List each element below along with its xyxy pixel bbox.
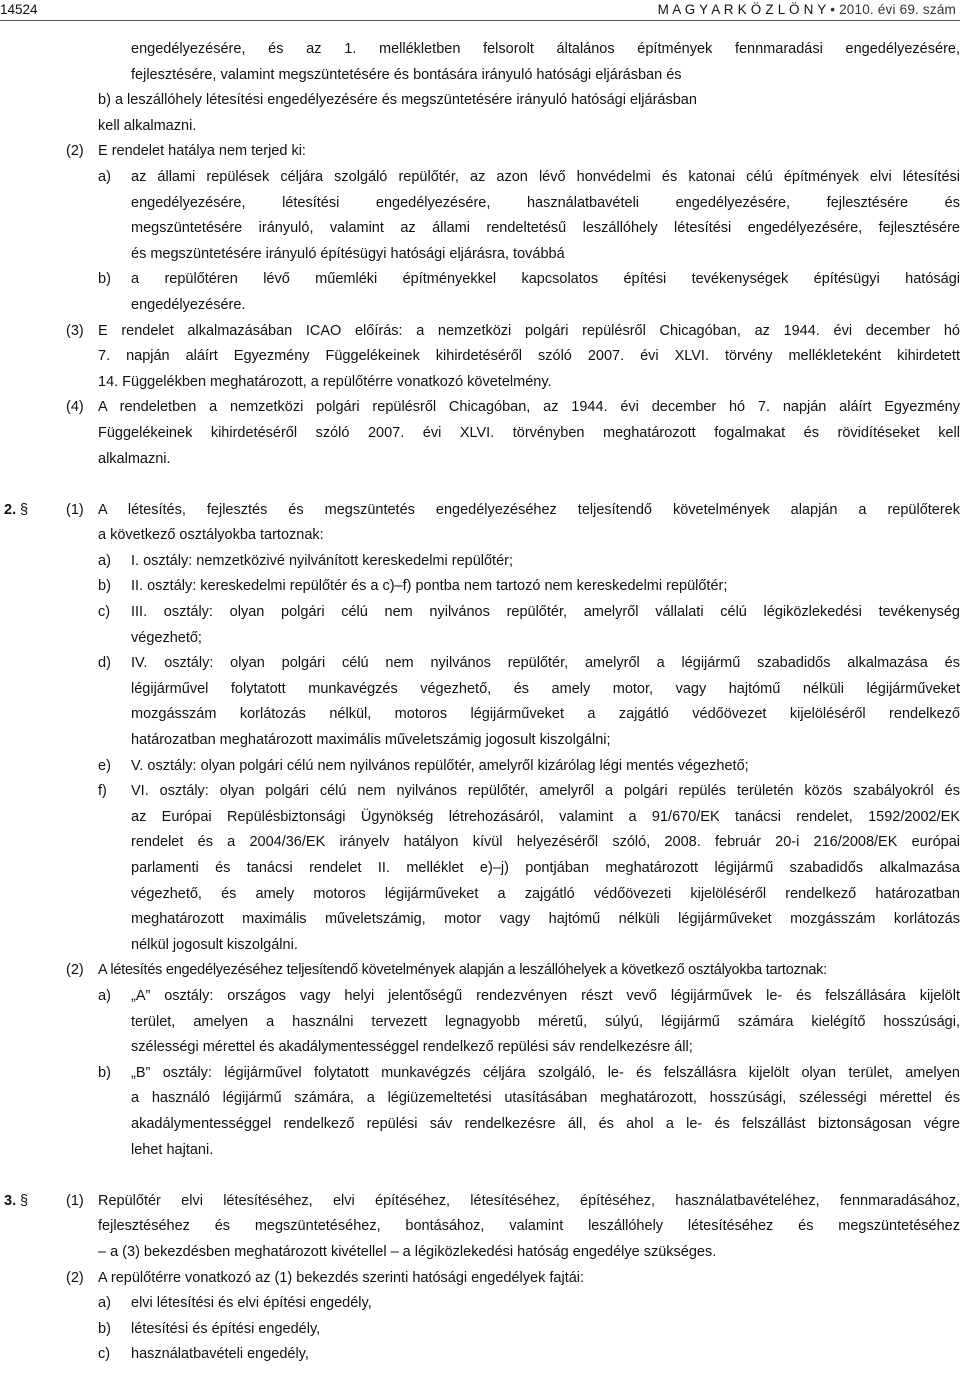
- list-item: [0, 1061, 960, 1163]
- section-gap: [0, 1163, 960, 1189]
- paragraph-number: (2): [66, 962, 84, 979]
- item-letter: b): [98, 578, 111, 595]
- text-line: III. osztály: olyan polgári célú nem nyilvános repülőtér, amelyről vállalati célú légiközlekedési tevékenység: [131, 604, 960, 621]
- item-letter: a): [98, 987, 111, 1004]
- paragraph: [0, 958, 960, 1163]
- section-mark: 3.: [4, 1192, 17, 1209]
- paragraph-text: E rendelet hatálya nem terjed ki:: [98, 143, 306, 160]
- text-line: – a (3) bekezdésben meghatározott kivétellel – a légiközlekedési hatóság engedélye szükséges.: [98, 1243, 717, 1260]
- item-letter: f): [98, 783, 107, 800]
- item-b-line: [98, 88, 960, 114]
- item-letter: a): [98, 1295, 111, 1312]
- item-letter: c): [98, 1346, 111, 1363]
- item-letter: b): [98, 271, 111, 288]
- text-line: szélességi mérettel és akadálymentességgel rendelkező repülési sáv rendelkezésre áll;: [131, 1039, 693, 1056]
- paragraph-2-intro: [0, 139, 960, 165]
- list-item: [0, 165, 960, 267]
- text-line: végezhető;: [131, 629, 202, 646]
- text-line: kell alkalmazni.: [98, 117, 197, 134]
- text-line: rendelet és a 2004/36/EK irányelv hatályon kívül helyezéséről szóló, 2008. február 20-i 216/2008/EK európai: [131, 834, 960, 851]
- item-letter: b): [98, 1320, 111, 1337]
- text-line: 14. Függelékben meghatározott, a repülőtérre vonatkozó követelmény.: [98, 373, 552, 390]
- text-line: légijárművel folytatott munkavégzés végezhető, és amely motor, vagy hajtómű nélküli légijárműveket: [131, 680, 960, 697]
- section-symbol: §: [20, 501, 29, 518]
- text-line: VI. osztály: olyan polgári célú nem nyilvános repülőtér, amelyről a polgári repülés területén közös szabályokról és: [131, 783, 960, 800]
- issue-label: 2010. évi 69. szám: [839, 2, 956, 17]
- text-line: engedélyezésére, és az 1. mellékletben felsorolt általános építmények fennmaradási engedélyezésére,: [131, 41, 960, 57]
- paragraph-number: (3): [66, 322, 84, 339]
- text-line: A rendeletben a nemzetközi polgári repülésről Chicagóban, az 1944. évi december hó 7. napján aláírt Egyezmény: [98, 399, 960, 416]
- text-line: fejlesztésére, valamint megszüntetésére és bontására irányuló hatósági eljárásban és: [131, 66, 682, 83]
- item-letter: c): [98, 604, 111, 621]
- text-line: meghatározott maximális műveletszámig, motor vagy hajtómű nélküli légijárműveket mozgásszám korlátozás: [131, 911, 960, 928]
- text-line: a repülőtéren lévő műemléki építményekkel kapcsolatos építési tevékenységek építésügyi hatósági: [131, 271, 960, 288]
- text-line: engedélyezésére.: [131, 296, 246, 313]
- list-item: [0, 1291, 960, 1317]
- text-line: a következő osztályokba tartoznak:: [98, 527, 324, 544]
- page-header: [0, 0, 960, 24]
- header-bullet: •: [830, 2, 836, 17]
- list-item: [0, 1342, 960, 1368]
- section-mark: 2.: [4, 501, 17, 518]
- text-line: lehet hajtani.: [131, 1141, 214, 1158]
- text-line: A létesítés, fejlesztés és megszüntetés engedélyezéséhez teljesítendő követelmények alapján a repülőterek: [98, 501, 960, 518]
- paragraph: [0, 319, 960, 396]
- journal-issue: [658, 2, 956, 17]
- text-line: A repülőtérre vonatkozó az (1) bekezdés szerinti hatósági engedélyek fajtái:: [98, 1269, 585, 1286]
- text-line: és megszüntetésére irányuló építésügyi hatósági eljárásra, továbbá: [131, 245, 565, 262]
- list-item: [0, 574, 960, 600]
- text-line: terület, amelyen a használni tervezett legnagyobb méretű, súlyú, légijármű számára kielégítő hosszúsági,: [131, 1013, 960, 1030]
- section-3: [0, 1189, 960, 1266]
- text-line: E rendelet alkalmazásában ICAO előírás: a nemzetközi polgári repülésről Chicagóban, az 1944. évi december hó: [98, 322, 960, 339]
- section-2: [0, 498, 960, 959]
- journal-title: M A G Y A R K Ö Z L Ö N Y: [657, 2, 827, 17]
- paragraph-number: (1): [66, 501, 84, 518]
- item-letter: b): [98, 92, 111, 109]
- document-body: [0, 37, 960, 1368]
- section-symbol: §: [20, 1192, 29, 1209]
- text-line: A létesítés engedélyezéséhez teljesítendő követelmények alapján a leszállóhelyek a következő osztályokba tartoznak:: [98, 962, 827, 979]
- list-item: [0, 600, 960, 651]
- list-item: [0, 779, 960, 958]
- item-letter: d): [98, 655, 111, 672]
- paragraph-number: (2): [66, 1269, 84, 1286]
- paragraph-number: (4): [66, 399, 84, 416]
- paragraph-number: (1): [66, 1192, 84, 1209]
- text-line: „A” osztály: országos vagy helyi jelentőségű rendezvényen részt vevő légijárművek le- és felszállására kijelölt: [131, 987, 960, 1004]
- text-line: akadálymentességgel rendelkező repülési sáv rendelkezésre áll, és ahol a le- és felszállást biztonságosan végre: [131, 1115, 960, 1132]
- item-letter: e): [98, 757, 111, 774]
- text-line: határozatban meghatározott maximális műveletszámig jogosult kiszolgálni;: [131, 732, 611, 749]
- paragraph: [0, 1266, 960, 1368]
- text-line: II. osztály: kereskedelmi repülőtér és a c)–f) pontba nem tartozó nem kereskedelmi repülőtér;: [131, 578, 728, 595]
- list-item: [0, 651, 960, 753]
- text-line: engedélyezésére, létesítési engedélyezésére, használatbavételi engedélyezésére, fejlesztésére és: [131, 194, 960, 211]
- paragraph: [0, 395, 960, 472]
- text-line: mozgásszám korlátozás nélkül, motoros légijárműveket a zajgátló védőövezet kijelöléséről rendelkező: [131, 706, 960, 723]
- text-line: alkalmazni.: [98, 450, 171, 467]
- text-line: az állami repülések céljára szolgáló repülőtér, az azon lévő honvédelmi és katonai célú építmények elvi létesítési: [131, 168, 960, 185]
- text-line: fejlesztéséhez és megszüntetéséhez, bontásához, valamint leszállóhely létesítéséhez és megszüntetéséhez: [98, 1218, 960, 1235]
- page-number: 14524: [0, 2, 38, 17]
- list-item: [0, 984, 960, 1061]
- text-line: a használó légijármű számára, a légiüzemeltetési utasításában meghatározott, hosszúsági, szélességi mérettel és: [131, 1090, 960, 1107]
- text-line: I. osztály: nemzetközivé nyilvánított kereskedelmi repülőtér;: [131, 552, 513, 569]
- text-line: parlamenti és tanácsi rendelet II. melléklet e)–j) pontjában meghatározott légijármű szabadidős alkalmazása: [131, 860, 960, 876]
- text-line: megszüntetésére irányuló, valamint az állami rendeltetésű leszállóhely létesítési engedélyezésére, fejlesztésére: [131, 220, 960, 237]
- paragraph-number: (2): [66, 143, 84, 160]
- item-letter: a): [98, 552, 111, 569]
- text-line: Repülőtér elvi létesítéséhez, elvi építéséhez, létesítéséhez, építéséhez, használatbavételéhez, fennmaradásához,: [98, 1192, 960, 1209]
- section-gap: [0, 472, 960, 498]
- text-line: „B” osztály: légijárművel folytatott munkavégzés céljára szolgáló, le- és felszállásra kijelölt olyan terület, amelyen: [131, 1064, 960, 1081]
- item-letter: b): [98, 1064, 111, 1081]
- header-rule: [0, 20, 960, 21]
- item-text: a leszállóhely létesítési engedélyezésére és megszüntetésére irányuló hatósági eljárásban: [114, 92, 697, 109]
- text-line: V. osztály: olyan polgári célú nem nyilvános repülőtér, amelyről kizárólag légi mentés végezhető;: [131, 757, 749, 774]
- text-line: használatbavételi engedély,: [131, 1346, 309, 1363]
- list-item: [0, 549, 960, 575]
- text-line: IV. osztály: olyan polgári célú nem nyilvános repülőtér, amelyről a légijármű szabadidős alkalmazása és: [131, 655, 960, 672]
- list-item: [0, 267, 960, 318]
- text-line: létesítési és építési engedély,: [131, 1320, 321, 1337]
- text-line: elvi létesítési és elvi építési engedély,: [131, 1295, 372, 1312]
- list-item: [0, 1317, 960, 1343]
- text-line: végezhető, és amely motoros légijárműveket a zajgátló védőövezeti kijelöléséről rendelkező határozatban: [131, 885, 960, 902]
- text-line: nélkül jogosult kiszolgálni.: [131, 936, 298, 953]
- list-item: [0, 754, 960, 780]
- text-line: 7. napján aláírt Egyezmény Függelékeinek kihirdetéséről szóló 2007. évi XLVI. törvény mellékleteként kihirdetett: [98, 348, 960, 365]
- item-letter: a): [98, 168, 111, 185]
- text-line: az Európai Repülésbiztonsági Ügynökség létrehozásáról, valamint a 91/670/EK tanácsi rendelet, 1592/2002/EK: [131, 808, 960, 825]
- text-line: Függelékeinek kihirdetéséről szóló 2007. évi XLVI. törvényben meghatározott fogalmakat és rövidítéseket kell: [98, 424, 960, 441]
